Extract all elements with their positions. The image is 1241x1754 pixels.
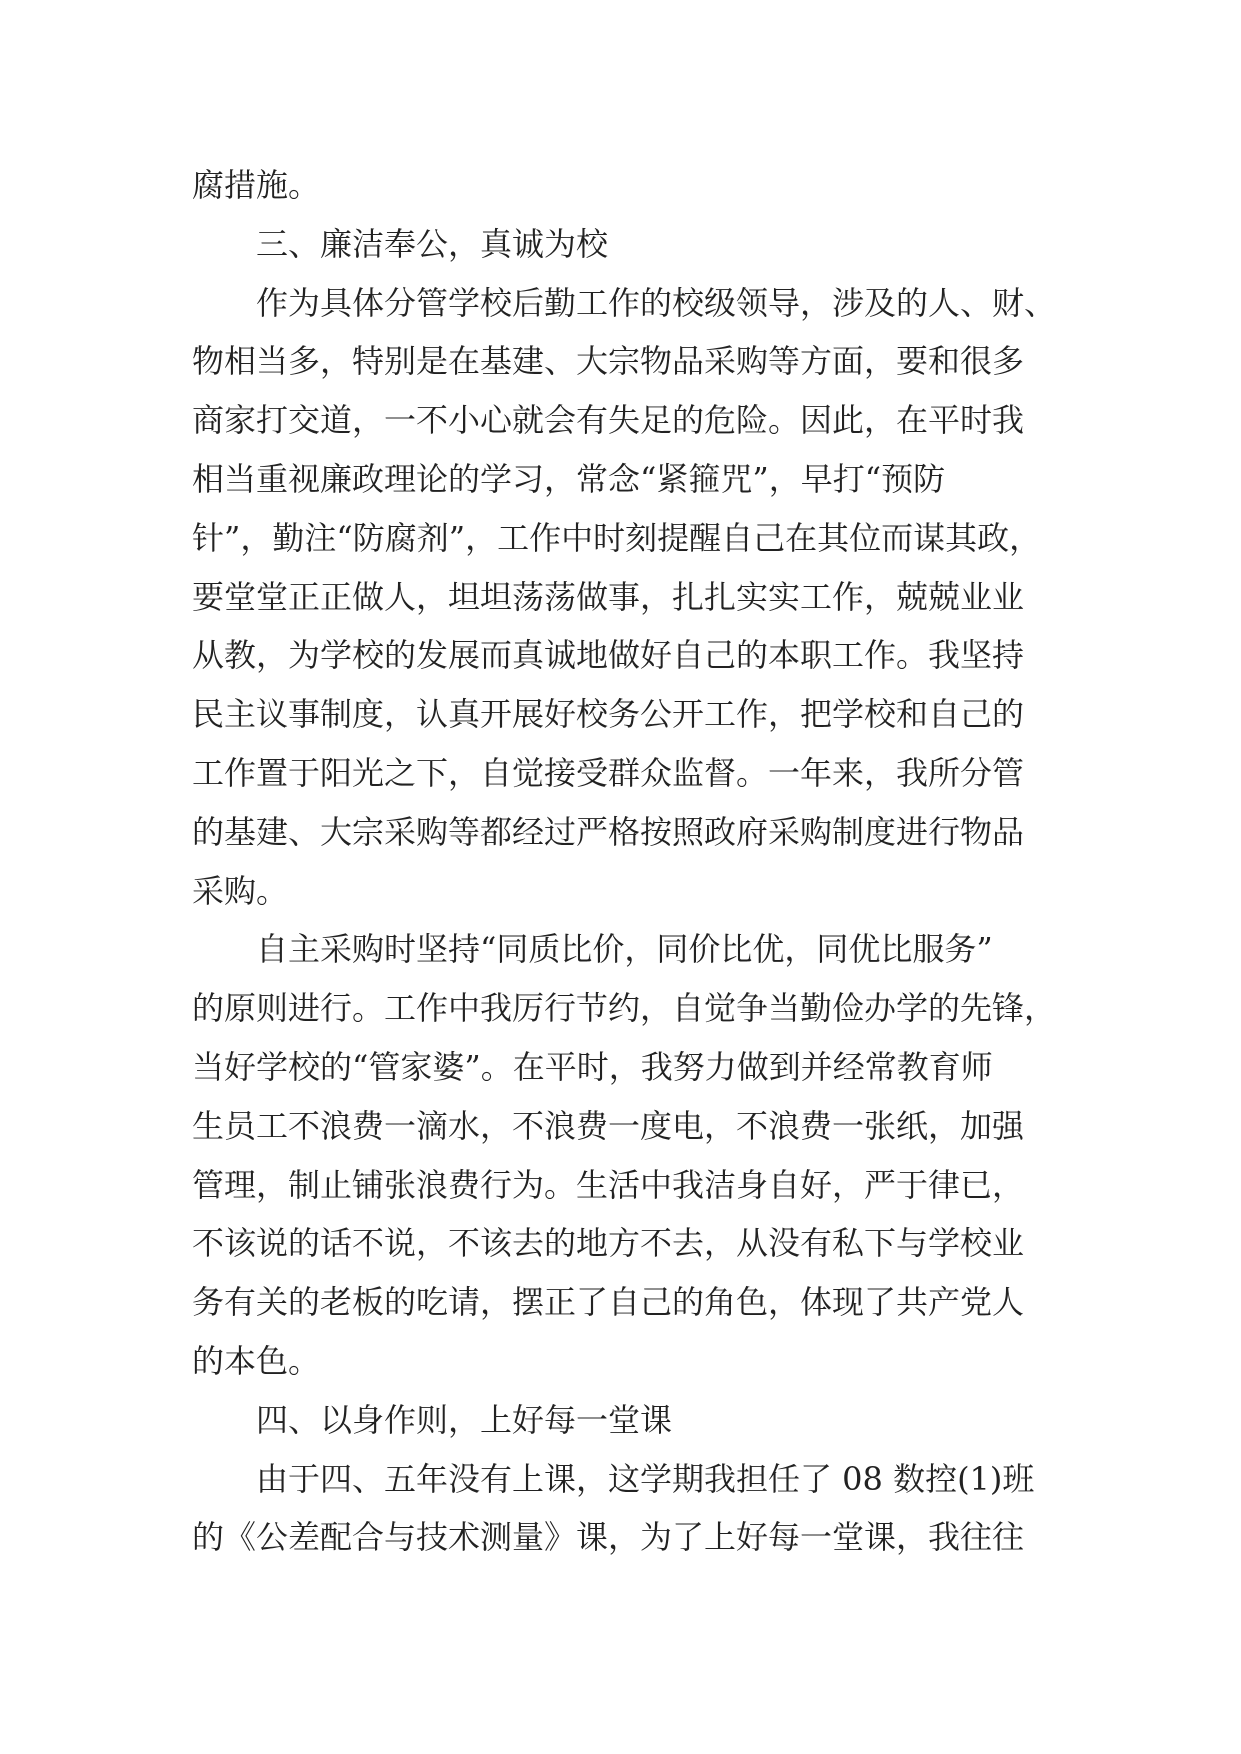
text-line: 民主议事制度，认真开展好校务公开工作，把学校和自己的 [192, 695, 1025, 734]
text-line: 管理，制止铺张浪费行为。生活中我洁身自好，严于律已， [192, 1165, 1025, 1204]
text-line: 商家打交道，一不小心就会有失足的危险。因此，在平时我 [192, 401, 1025, 440]
text-line: 四、以身作则，上好每一堂课 [256, 1400, 673, 1439]
text-line: 由于四、五年没有上课，这学期我担任了 08 数控(1)班 [256, 1459, 1035, 1498]
text-line: 自主采购时坚持“同质比价，同价比优，同优比服务” [256, 930, 993, 969]
text-line: 工作置于阳光之下，自觉接受群众监督。一年来，我所分管 [192, 753, 1025, 792]
text-line: 作为具体分管学校后勤工作的校级领导，涉及的人、财、 [256, 283, 1057, 322]
text-line: 务有关的老板的吃请，摆正了自己的角色，体现了共产党人 [192, 1283, 1025, 1322]
text-line: 的本色。 [192, 1341, 321, 1380]
text-line: 三、廉洁奉公，真诚为校 [256, 224, 609, 263]
text-line: 不该说的话不说，不该去的地方不去，从没有私下与学校业 [192, 1224, 1025, 1263]
text-line: 生员工不浪费一滴水，不浪费一度电，不浪费一张纸，加强 [192, 1106, 1025, 1145]
text-line: 的基建、大宗采购等都经过严格按照政府采购制度进行物品 [192, 812, 1025, 851]
text-line: 采购。 [192, 871, 289, 910]
body-text [192, 156, 1057, 1567]
text-line: 针”，勤注“防腐剂”，工作中时刻提醒自己在其位而谋其政， [192, 518, 1042, 557]
text-line: 物相当多，特别是在基建、大宗物品采购等方面，要和很多 [192, 342, 1025, 381]
text-line: 从教，为学校的发展而真诚地做好自己的本职工作。我坚持 [192, 636, 1025, 675]
text-line: 的原则进行。工作中我厉行节约，自觉争当勤俭办学的先锋， [192, 989, 1057, 1028]
text-line: 腐措施。 [192, 166, 321, 204]
text-line: 当好学校的“管家婆”。在平时，我努力做到并经常教育师 [192, 1047, 993, 1086]
text-line: 的《公差配合与技术测量》课，为了上好每一堂课，我往往 [192, 1518, 1025, 1557]
text-line: 要堂堂正正做人，坦坦荡荡做事，扎扎实实工作，兢兢业业 [192, 577, 1025, 616]
text-line: 相当重视廉政理论的学习，常念“紧箍咒”，早打“预防 [192, 459, 946, 498]
